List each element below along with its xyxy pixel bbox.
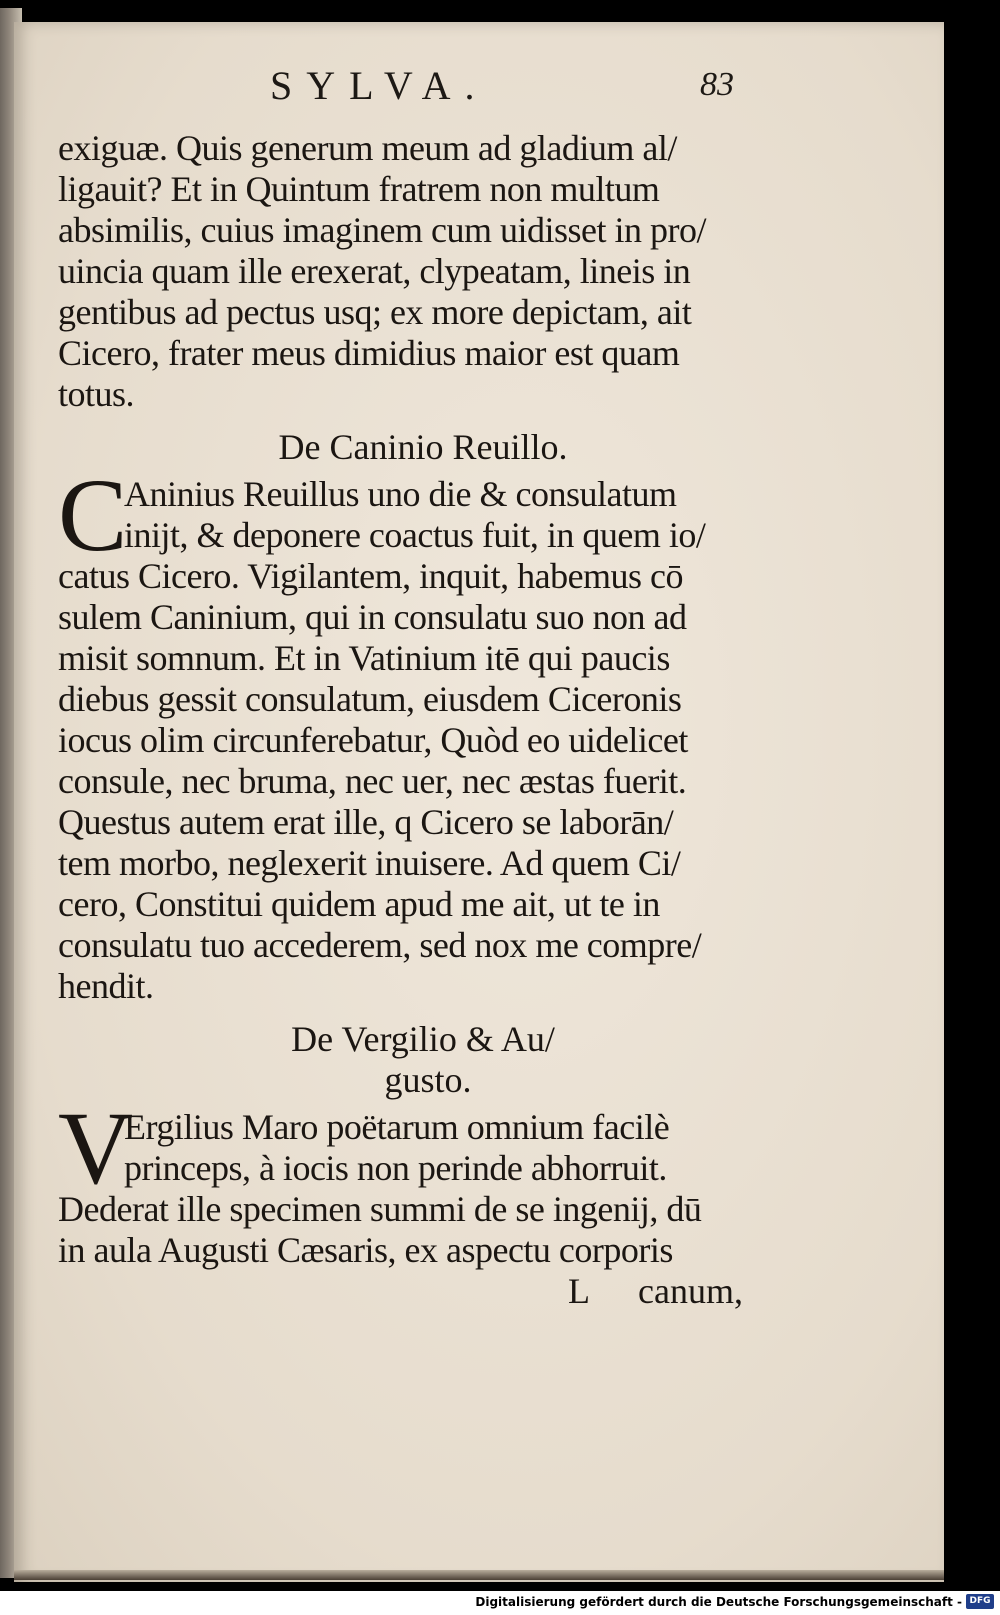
- signature-mark: L: [568, 1271, 590, 1311]
- text-line: iocus olim circunferebatur, Quòd eo uidelicet: [58, 720, 688, 760]
- text-line: consulatu tuo accederem, sed nox me compre/: [58, 925, 702, 965]
- text-line: tem morbo, neglexerit inuisere. Ad quem Ci/: [58, 843, 681, 883]
- section-heading-caninio: De Caninio Reuillo.: [278, 427, 568, 467]
- page-bottom-edge: [14, 1570, 944, 1580]
- dfg-logo-icon: DFG: [966, 1594, 994, 1609]
- text-line: gentibus ad pectus usq; ex more depictam, ait: [58, 292, 692, 332]
- funding-credit: Digitalisierung gefördert durch die Deutsche Forschungsgemeinschaft -: [475, 1595, 962, 1609]
- text-line: Cicero, frater meus dimidius maior est quam: [58, 333, 680, 373]
- paragraph-1: [58, 128, 788, 415]
- paragraph-2: [58, 458, 788, 1007]
- text-line: sulem Caninium, qui in consulatu suo non ad: [58, 597, 687, 637]
- text-line: catus Cicero. Vigilantem, inquit, habemus cō: [58, 556, 684, 596]
- text-line: princeps, à iocis non perinde abhorruit.: [124, 1148, 667, 1188]
- text-line: Aninius Reuillus uno die & consulatum: [124, 474, 677, 514]
- section-heading-vergilio: De Vergilio & Au/: [291, 1019, 555, 1059]
- text-line: Dederat ille specimen summi de se ingenij, dū: [58, 1189, 702, 1229]
- text-line: uincia quam ille erexerat, clypeatam, lineis in: [58, 251, 691, 291]
- text-line: inijt, & deponere coactus fuit, in quem io/: [124, 515, 706, 555]
- catchword: canum,: [638, 1271, 743, 1311]
- text-line: absimilis, cuius imaginem cum uidisset in pro/: [58, 210, 706, 250]
- paragraph-3: [58, 1091, 788, 1271]
- text-line: Questus autem erat ille, q Cicero se laborān/: [58, 802, 674, 842]
- text-line: hendit.: [58, 966, 154, 1006]
- page-text: [58, 128, 788, 1312]
- drop-capital: V: [58, 1091, 134, 1206]
- page-header: [60, 62, 780, 122]
- text-line: ligauit? Et in Quintum fratrem non multum: [58, 169, 660, 209]
- section-heading-vergilio-cont: gusto.: [384, 1060, 472, 1100]
- signature-catchword-line: [58, 1271, 788, 1312]
- text-line: Ergilius Maro poëtarum omnium facilè: [124, 1107, 670, 1147]
- text-line: in aula Augusti Cæsaris, ex aspectu corporis: [58, 1230, 673, 1270]
- running-head: SYLVA.: [270, 63, 489, 108]
- text-line: exiguæ. Quis generum meum ad gladium al/: [58, 128, 677, 168]
- text-line: diebus gessit consulatum, eiusdem Ciceronis: [58, 679, 682, 719]
- text-line: cero, Constitui quidem apud me ait, ut te in: [58, 884, 660, 924]
- text-line: consule, nec bruma, nec uer, nec æstas fuerit.: [58, 761, 687, 801]
- page-number: 83: [700, 66, 734, 103]
- digitization-footer: [0, 1591, 1000, 1615]
- text-line: misit somnum. Et in Vatinium itē qui paucis: [58, 638, 670, 678]
- text-line: totus.: [58, 374, 135, 414]
- drop-capital: C: [58, 458, 128, 573]
